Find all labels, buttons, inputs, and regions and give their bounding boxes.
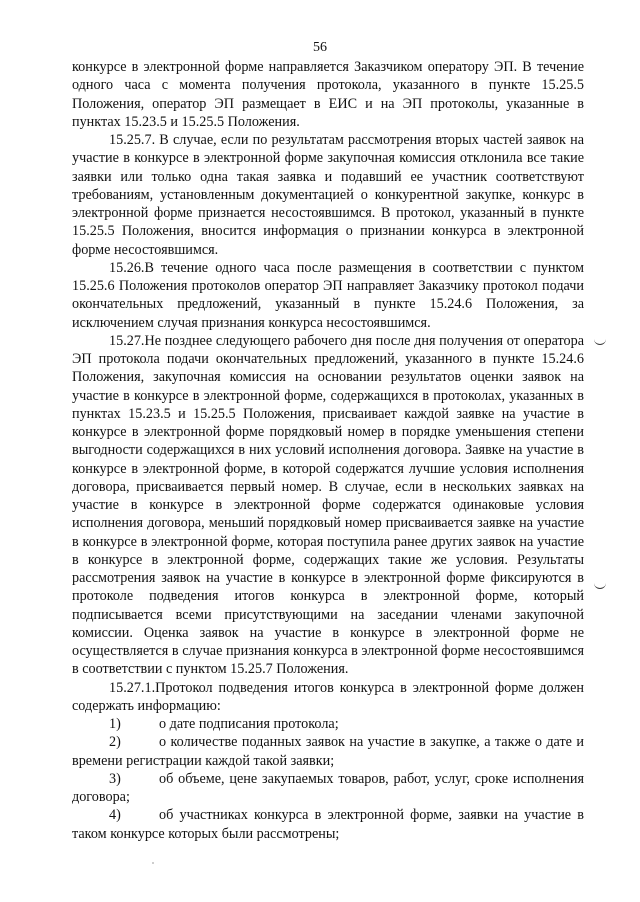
list-item — [72, 733, 584, 770]
list-item-text: о дате подписания протокола; — [159, 716, 339, 732]
paragraph-15-27-1: 15.27.1.Протокол подведения итогов конкурса в электронной форме должен содержать информацию: — [72, 679, 584, 714]
scan-speck — [152, 862, 154, 864]
list-item — [72, 715, 584, 733]
margin-pen-mark — [594, 580, 606, 589]
list-item-text: об объеме, цене закупаемых товаров, работ, услуг, сроке исполнения договора; — [72, 770, 584, 805]
list-item-number: 1) — [109, 716, 121, 732]
list-item-number: 4) — [109, 807, 121, 824]
list-item-number: 3) — [109, 770, 121, 787]
document-body — [72, 58, 584, 843]
list-item-text: об участниках конкурса в электронной форме, заявки на участие в таком конкурсе которых были рассмотрены; — [72, 807, 584, 842]
list-item — [72, 770, 584, 807]
list-item-number: 2) — [109, 734, 121, 751]
paragraph-15-27: 15.27.Не позднее следующего рабочего дня после дня получения от оператора ЭП протокола подачи окончательных предложений, указанного в пункте 15.24.6 Положения, закупочная комиссия на основании результатов оценки заявок на участие в конкурсе в электронной форме, содержащихся в протоколах, указанных в пунктах 15.23.5 и 15.25.5 Положения, присваивает каждой заявке на участие в конкурсе в электронной форме порядковый номер в порядке уменьшения степени выгодности содержащихся в них условий исполнения договора. Заявке на участие в конкурсе в электронной форме, в которой содержатся лучшие условия исполнения договора, присваивается первый номер. В случае, если в нескольких заявках на участие в конкурсе в электронной форме содержатся одинаковые условия исполнения договора, меньший порядковый номер присваивается заявке на участие в конкурсе в электронной форме, которая поступила ранее других заявок на участие в конкурсе в электронной форме, содержащих такие же условия. Результаты рассмотрения заявок на участие в конкурсе в электронной форме фиксируются в протоколе подведения итогов конкурса в электронной форме, который подписывается всеми присутствующими на заседании членами закупочной комиссии. Оценка заявок на участие в конкурсе в электронной форме не осуществляется в случае признания конкурса в электронной форме несостоявшимся в соответствии с пунктом 15.25.7 Положения. — [72, 332, 584, 678]
paragraph-continuation: конкурсе в электронной форме направляется Заказчиком оператору ЭП. В течение одного часа с момента получения протокола, указанного в пункте 15.25.5 Положения, оператор ЭП размещает в ЕИС и на ЭП протоколы, указанные в пунктах 15.23.5 и 15.25.5 Положения. — [72, 59, 584, 130]
paragraph-15-25-7: 15.25.7. В случае, если по результатам рассмотрения вторых частей заявок на участие в конкурсе в электронной форме закупочная комиссия отклонила все такие заявки или только одна такая заявка и подавший ее участник соответствуют требованиям, установленным документацией о конкурентной закупке, конкурс в электронной форме признается несостоявшимся. В протокол, указанный в пункте 15.25.5 Положения, вносится информация о признании конкурса в электронной форме несостоявшимся. — [72, 132, 584, 258]
list-item — [72, 806, 584, 843]
list-item-text: о количестве поданных заявок на участие в закупке, а также о дате и времени регистрации каждой такой заявки; — [72, 734, 584, 769]
page-number: 56 — [313, 40, 327, 55]
margin-pen-mark — [594, 336, 606, 345]
paragraph-15-26: 15.26.В течение одного часа после размещения в соответствии с пунктом 15.25.6 Положения протоколов оператор ЭП направляет Заказчику протокол подачи окончательных предложений, указанный в пункте 15.24.6 Положения, за исключением случая признания конкурса несостоявшимся. — [72, 259, 584, 331]
